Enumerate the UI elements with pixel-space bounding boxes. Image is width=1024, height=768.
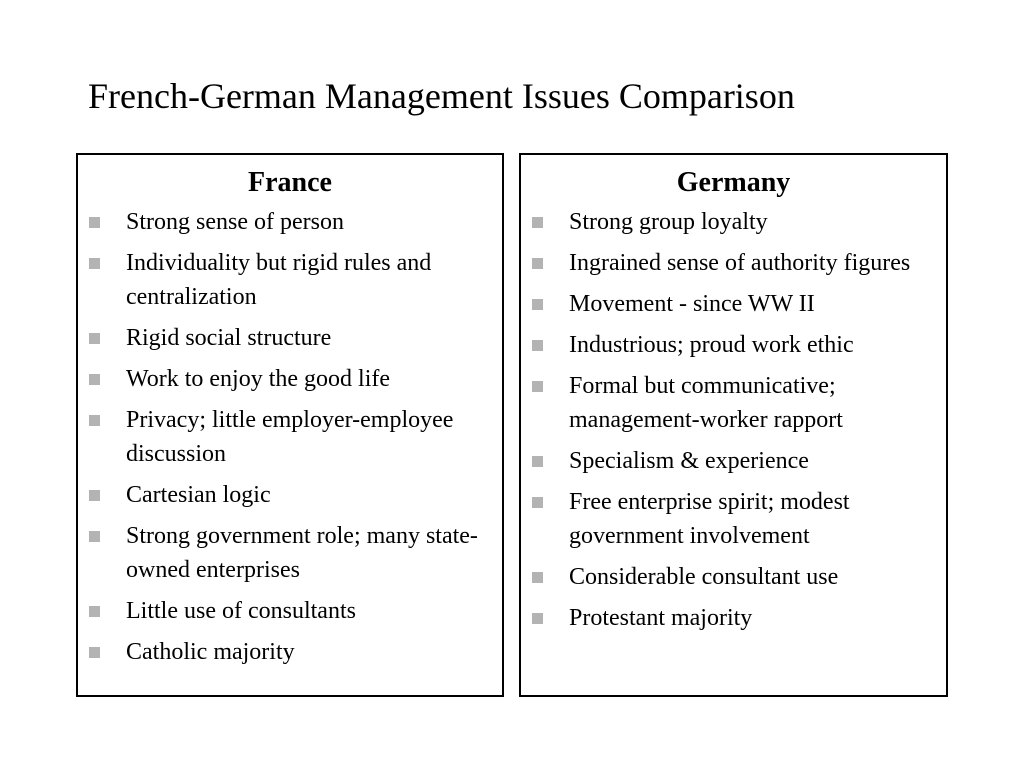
square-bullet-icon bbox=[89, 258, 100, 269]
square-bullet-icon bbox=[89, 606, 100, 617]
bullet-text: Strong group loyalty bbox=[569, 209, 768, 235]
france-panel bbox=[76, 153, 504, 697]
bullet-text: Free enterprise spirit; modest government involvement bbox=[569, 489, 850, 549]
germany-list-item bbox=[531, 560, 938, 594]
square-bullet-icon bbox=[532, 381, 543, 392]
france-heading: France bbox=[248, 167, 332, 198]
france-list-item bbox=[88, 635, 494, 669]
square-bullet-icon bbox=[89, 374, 100, 385]
germany-list-item bbox=[531, 485, 938, 553]
bullet-text: Specialism & experience bbox=[569, 448, 809, 474]
bullet-text: Ingrained sense of authority figures bbox=[569, 250, 911, 276]
germany-list-item bbox=[531, 328, 938, 362]
slide-title: French-German Management Issues Comparison bbox=[88, 76, 795, 116]
france-list-item bbox=[88, 246, 494, 314]
bullet-text: Privacy; little employer-employee discussion bbox=[126, 407, 454, 467]
france-list-item bbox=[88, 205, 494, 239]
bullet-text: Rigid social structure bbox=[126, 325, 332, 351]
square-bullet-icon bbox=[532, 258, 543, 269]
bullet-text: Protestant majority bbox=[569, 605, 753, 631]
square-bullet-icon bbox=[532, 456, 543, 467]
square-bullet-icon bbox=[532, 340, 543, 351]
germany-list bbox=[521, 205, 946, 635]
germany-list-item bbox=[531, 601, 938, 635]
france-list-item bbox=[88, 321, 494, 355]
square-bullet-icon bbox=[532, 299, 543, 310]
bullet-text: Strong government role; many state-owned enterprises bbox=[126, 523, 478, 583]
square-bullet-icon bbox=[89, 531, 100, 542]
square-bullet-icon bbox=[532, 497, 543, 508]
square-bullet-icon bbox=[532, 217, 543, 228]
france-list-item bbox=[88, 519, 494, 587]
germany-list-item bbox=[531, 205, 938, 239]
square-bullet-icon bbox=[532, 613, 543, 624]
france-list-item bbox=[88, 403, 494, 471]
germany-list-item bbox=[531, 369, 938, 437]
bullet-text: Formal but communicative; management-worker rapport bbox=[569, 373, 843, 433]
bullet-text: Work to enjoy the good life bbox=[126, 366, 391, 392]
square-bullet-icon bbox=[89, 647, 100, 658]
bullet-text: Strong sense of person bbox=[126, 209, 344, 235]
bullet-text: Movement - since WW II bbox=[569, 291, 815, 317]
germany-panel bbox=[519, 153, 948, 697]
square-bullet-icon bbox=[89, 415, 100, 426]
france-list-item bbox=[88, 478, 494, 512]
bullet-text: Catholic majority bbox=[126, 639, 295, 665]
bullet-text: Individuality but rigid rules and centralization bbox=[126, 250, 432, 310]
france-list bbox=[78, 205, 502, 669]
square-bullet-icon bbox=[89, 490, 100, 501]
france-list-item bbox=[88, 362, 494, 396]
square-bullet-icon bbox=[89, 333, 100, 344]
square-bullet-icon bbox=[532, 572, 543, 583]
square-bullet-icon bbox=[89, 217, 100, 228]
bullet-text: Considerable consultant use bbox=[569, 564, 839, 590]
germany-heading: Germany bbox=[676, 167, 791, 198]
germany-list-item bbox=[531, 444, 938, 478]
bullet-text: Little use of consultants bbox=[126, 598, 356, 624]
france-list-item bbox=[88, 594, 494, 628]
bullet-text: Cartesian logic bbox=[126, 482, 271, 508]
bullet-text: Industrious; proud work ethic bbox=[569, 332, 854, 358]
germany-list-item bbox=[531, 287, 938, 321]
germany-list-item bbox=[531, 246, 938, 280]
